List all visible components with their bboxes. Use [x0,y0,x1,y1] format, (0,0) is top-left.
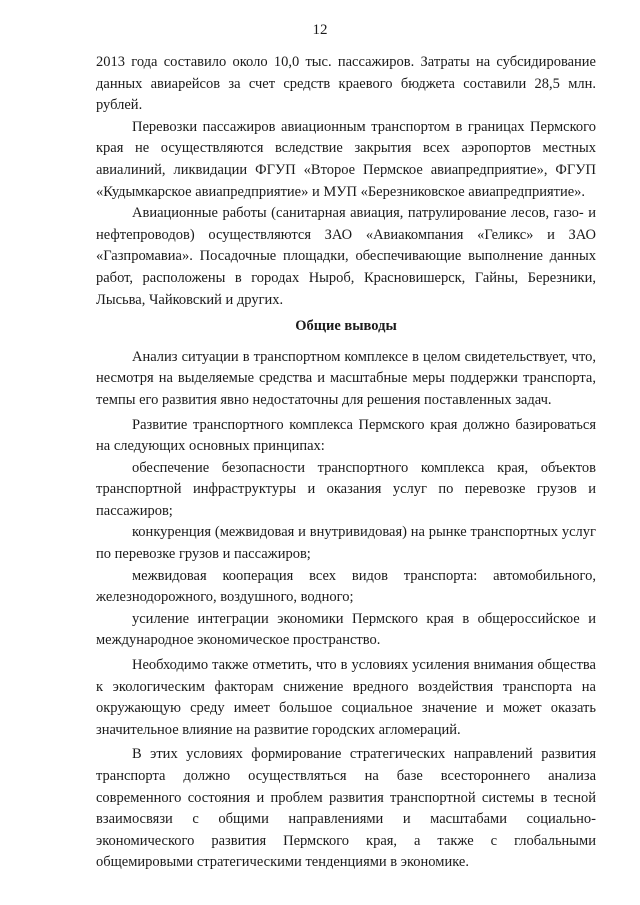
section-heading: Общие выводы [295,318,397,335]
principle-integration: усиление интеграции экономики Пермского края в общероссийское и международное экономическое пространство. [96,610,596,649]
paragraph-aviation-works: Авиационные работы (санитарная авиация, патрулирование лесов, газо- и нефтепроводов) осуществляются ЗАО «Авиакомпания «Геликс» и ЗАО «Газпромавиа». Посадочные площадки, обеспечивающие выполнение данных работ, расположены в городах Ныроб, Красновишерск, Гайны, Березники, Лысьва, Чайковский и других. [96,205,596,308]
paragraph-ecology: Необходимо также отметить, что в условиях усиления внимания общества к экологическим факторам снижение вредного воздействия транспорта на окружающую среду имеет большое социальное значение и может оказать значительное влияние на развитие городских агломераций. [96,657,596,738]
page-number: 12 [312,22,328,38]
principle-cooperation: межвидовая кооперация всех видов транспорта: автомобильного, железнодорожного, воздушного, водного; [96,567,596,606]
document-body [96,52,596,874]
principle-safety: обеспечение безопасности транспортного комплекса края, объектов транспортной инфраструктуры и оказания услуг по перевозке грузов и пассажиров; [96,459,596,519]
paragraph-strategy: В этих условиях формирование стратегических направлений развития транспорта должно осуществляться на базе всестороннего анализа современного состояния и проблем развития транспортной системы в тесной взаимосвязи с общими направлениями и масштабами социально-экономического развития Пермского края, а также с глобальными общемировыми стратегическими тенденциями в экономике. [96,746,596,871]
principle-competition: конкуренция (межвидовая и внутривидовая) на рынке транспортных услуг по перевозке грузов и пассажиров; [96,524,596,563]
paragraph-analysis: Анализ ситуации в транспортном комплексе в целом свидетельствует, что, несмотря на выделяемые средства и масштабные меры поддержки транспорта, темпы его развития явно недостаточны для решения поставленных задач. [96,348,596,408]
paragraph-principles-intro: Развитие транспортного комплекса Пермского края должно базироваться на следующих основных принципах: [96,416,596,455]
paragraph-air-passengers-continued: 2013 года составило около 10,0 тыс. пассажиров. Затраты на субсидирование данных авиарейсов за счет средств краевого бюджета составили 28,5 млн. рублей. [96,54,596,114]
paragraph-local-airlines: Перевозки пассажиров авиационным транспортом в границах Пермского края не осуществляются вследствие закрытия всех аэропортов местных авиалиний, ликвидации ФГУП «Второе Пермское авиапредприятие», ФГУП «Кудымкарское авиапредприятие» и МУП «Березниковское авиапредприятие». [96,118,596,200]
